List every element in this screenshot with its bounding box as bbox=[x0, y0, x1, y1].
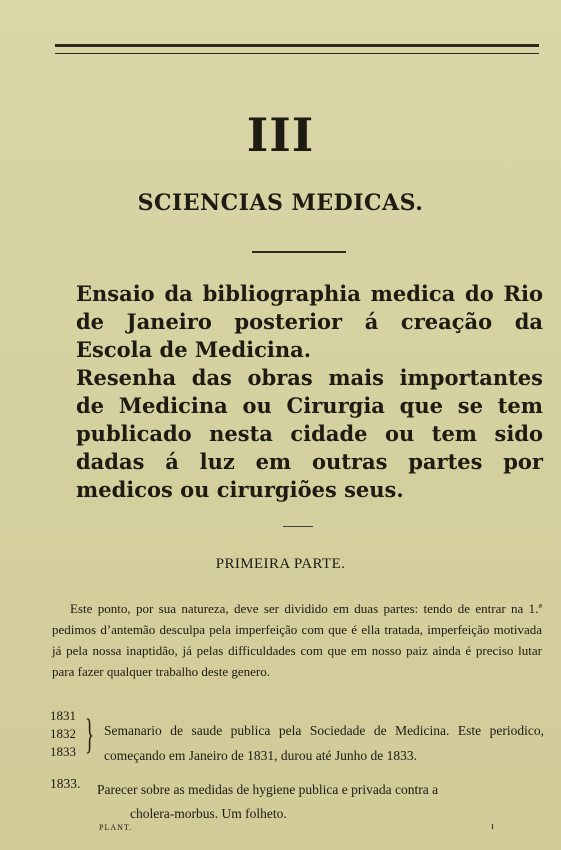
section-divider-rule bbox=[252, 251, 346, 253]
entry-year: 1833. bbox=[50, 776, 81, 791]
essay-title-first: Ensaio da bibliographia medica do Rio de Janeiro posterior á creação da Escola de Medicina. bbox=[76, 281, 543, 362]
entry-years bbox=[50, 707, 90, 761]
entry-year-1832: 1832 bbox=[50, 726, 76, 741]
bibliography-entry-1 bbox=[50, 707, 555, 767]
entry-text-line-1: Parecer sobre as medidas de hygiene publica e privada contra a bbox=[97, 782, 439, 797]
entry-text: Semanario de saude publica pela Sociedade de Medicina. Este periodico, começando em Janeiro de 1831, durou até Junho de 1833. bbox=[104, 723, 544, 763]
entry-text bbox=[97, 778, 552, 826]
top-border-rule bbox=[55, 44, 539, 54]
printer-signature: PLANT. bbox=[99, 823, 133, 832]
part-title: PRIMEIRA PARTE. bbox=[215, 556, 346, 572]
essay-title-second: Resenha das obras mais importantes de Medicina ou Cirurgia que se tem publicado nesta cidade ou tem sido dadas á luz em outras partes por medicos ou cirurgiões seus. bbox=[76, 365, 543, 502]
bibliography-entry-2 bbox=[50, 776, 555, 822]
section-title: SCIENCIAS MEDICAS. bbox=[137, 190, 424, 216]
entry-text-line-2: cholera-morbus. Um folheto. bbox=[130, 806, 287, 821]
intro-paragraph: Este ponto, por sua natureza, deve ser dividido em duas partes: tendo de entrar na 1.ª pedimos d’antemão desculpa pela imperfeição com que é ella tratada, imperfeição motivada já pela nossa inaptidão, já pelas difficuldades com que em nosso paiz ainda é preciso lutar para fazer qualquer trabalho deste genero. bbox=[52, 601, 542, 679]
entry-year-1833: 1833 bbox=[50, 744, 76, 759]
essay-title-block bbox=[76, 280, 543, 504]
page-signature-letter: ɪ bbox=[491, 821, 494, 832]
curly-brace-icon: } bbox=[85, 712, 95, 758]
entry-year-1831: 1831 bbox=[50, 708, 76, 723]
short-divider-rule bbox=[283, 526, 313, 527]
section-number: III bbox=[246, 108, 315, 162]
